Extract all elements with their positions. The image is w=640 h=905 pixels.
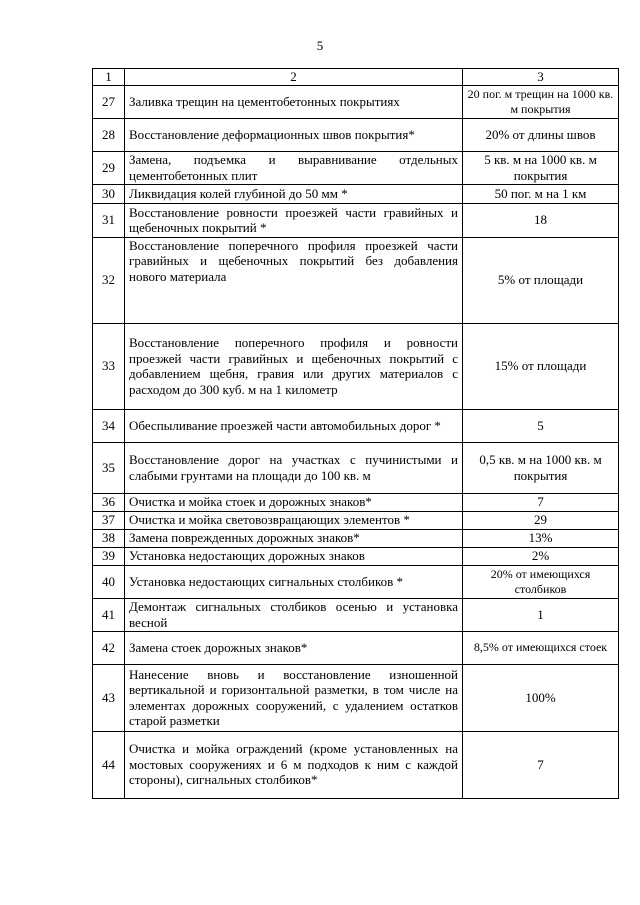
table-row <box>93 184 619 203</box>
row-number: 35 <box>93 442 125 493</box>
table-row <box>93 118 619 151</box>
row-value: 2% <box>463 547 619 565</box>
row-description: Восстановление деформационных швов покрытия* <box>125 118 463 151</box>
row-value: 100% <box>463 664 619 731</box>
row-value: 50 пог. м на 1 км <box>463 184 619 203</box>
row-number: 37 <box>93 511 125 529</box>
row-description: Ликвидация колей глубиной до 50 мм * <box>125 184 463 203</box>
table-row <box>93 237 619 323</box>
table-row <box>93 631 619 664</box>
row-value: 5 кв. м на 1000 кв. м покрытия <box>463 151 619 184</box>
row-value: 20% от имеющихся столбиков <box>463 565 619 598</box>
row-value: 1 <box>463 598 619 631</box>
row-description: Очистка и мойка световозвращающих элементов * <box>125 511 463 529</box>
row-description: Замена, подъемка и выравнивание отдельных цементобетонных плит <box>125 151 463 184</box>
row-number: 42 <box>93 631 125 664</box>
row-number: 33 <box>93 323 125 409</box>
row-number: 34 <box>93 409 125 442</box>
row-value: 29 <box>463 511 619 529</box>
row-value: 7 <box>463 731 619 798</box>
row-description: Восстановление поперечного профиля и ровности проезжей части гравийных и щебеночных покрытий с добавлением щебня, гравия или других материалов с расходом до 300 куб. м на 1 километр <box>125 323 463 409</box>
table-row <box>93 323 619 409</box>
row-value: 18 <box>463 203 619 237</box>
row-value: 5 <box>463 409 619 442</box>
table-row <box>93 731 619 798</box>
row-number: 38 <box>93 529 125 547</box>
row-number: 29 <box>93 151 125 184</box>
table-row <box>93 442 619 493</box>
row-number: 43 <box>93 664 125 731</box>
row-number: 28 <box>93 118 125 151</box>
row-value: 20 пог. м трещин на 1000 кв. м покрытия <box>463 85 619 118</box>
row-description: Демонтаж сигнальных столбиков осенью и установка весной <box>125 598 463 631</box>
row-description: Установка недостающих дорожных знаков <box>125 547 463 565</box>
row-description: Заливка трещин на цементобетонных покрытиях <box>125 85 463 118</box>
table-row <box>93 511 619 529</box>
row-description: Установка недостающих сигнальных столбиков * <box>125 565 463 598</box>
table-row <box>93 409 619 442</box>
row-value: 7 <box>463 493 619 511</box>
row-description: Обеспыливание проезжей части автомобильных дорог * <box>125 409 463 442</box>
row-number: 27 <box>93 85 125 118</box>
table-header-row <box>93 69 619 86</box>
header-col-1: 1 <box>93 69 125 86</box>
row-value: 13% <box>463 529 619 547</box>
row-value: 15% от площади <box>463 323 619 409</box>
table-row <box>93 85 619 118</box>
row-description: Очистка и мойка ограждений (кроме установленных на мостовых сооружениях и 6 м подходов к ним с каждой стороны), сигнальных столбиков* <box>125 731 463 798</box>
row-number: 36 <box>93 493 125 511</box>
row-number: 30 <box>93 184 125 203</box>
table-row <box>93 547 619 565</box>
row-value: 8,5% от имеющихся стоек <box>463 631 619 664</box>
row-value: 5% от площади <box>463 237 619 323</box>
table-row <box>93 664 619 731</box>
norms-table <box>92 68 619 799</box>
row-number: 40 <box>93 565 125 598</box>
table-row <box>93 493 619 511</box>
row-description: Замена поврежденных дорожных знаков* <box>125 529 463 547</box>
table-row <box>93 565 619 598</box>
table-row <box>93 529 619 547</box>
row-description: Восстановление ровности проезжей части гравийных и щебеночных покрытий * <box>125 203 463 237</box>
row-number: 44 <box>93 731 125 798</box>
header-col-3: 3 <box>463 69 619 86</box>
row-description: Замена стоек дорожных знаков* <box>125 631 463 664</box>
table-row <box>93 598 619 631</box>
row-description: Очистка и мойка стоек и дорожных знаков* <box>125 493 463 511</box>
row-number: 39 <box>93 547 125 565</box>
row-description: Восстановление поперечного профиля проезжей части гравийных и щебеночных покрытий без добавления нового материала <box>125 237 463 323</box>
row-number: 32 <box>93 237 125 323</box>
row-value: 0,5 кв. м на 1000 кв. м покрытия <box>463 442 619 493</box>
row-number: 41 <box>93 598 125 631</box>
row-description: Нанесение вновь и восстановление изношенной вертикальной и горизонтальной разметки, в том числе на элементах дорожных сооружений, с удалением остатков старой разметки <box>125 664 463 731</box>
row-number: 31 <box>93 203 125 237</box>
header-col-2: 2 <box>125 69 463 86</box>
table-row <box>93 151 619 184</box>
table-row <box>93 203 619 237</box>
row-value: 20% от длины швов <box>463 118 619 151</box>
page-number: 5 <box>316 38 324 53</box>
row-description: Восстановление дорог на участках с пучинистыми и слабыми грунтами на площади до 100 кв. м <box>125 442 463 493</box>
